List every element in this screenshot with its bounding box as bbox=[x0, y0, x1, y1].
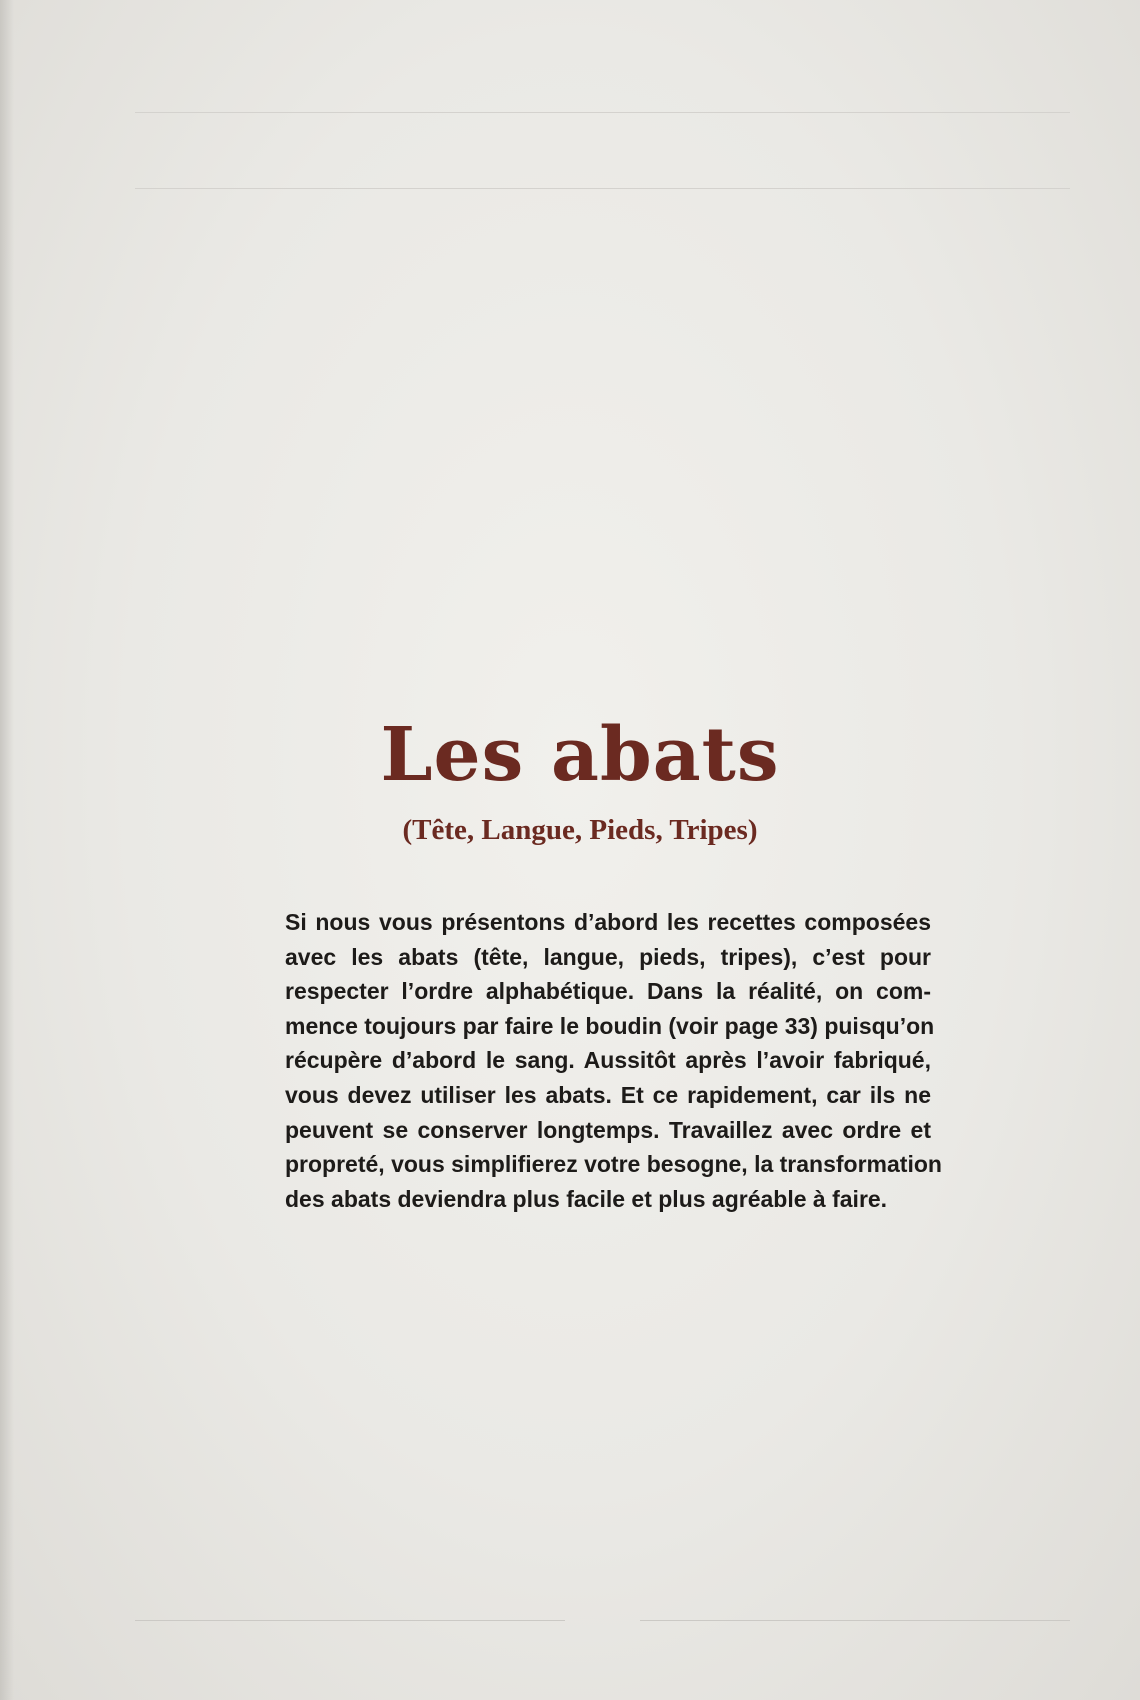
chapter-subtitle: (Tête, Langue, Pieds, Tripes) bbox=[402, 814, 758, 846]
intro-line: respecter l’ordre alphabétique. Dans la réalité, on com- bbox=[285, 978, 931, 1005]
intro-line: des abats deviendra plus facile et plus agréable à faire. bbox=[285, 1185, 888, 1212]
footer-rule-right bbox=[640, 1620, 1070, 1621]
intro-line: vous devez utiliser les abats. Et ce rapidement, car ils ne bbox=[285, 1081, 931, 1108]
intro-paragraph bbox=[285, 905, 942, 1216]
intro-line: récupère d’abord le sang. Aussitôt après l’avoir fabriqué, bbox=[285, 1047, 931, 1074]
intro-line: Si nous vous présentons d’abord les recettes composées bbox=[285, 909, 931, 935]
intro-line: propreté, vous simplifierez votre besogne, la transformation bbox=[285, 1151, 942, 1178]
intro-line: mence toujours par faire le boudin (voir page 33) puisqu’on bbox=[285, 1012, 935, 1039]
footer-rule-left bbox=[135, 1620, 565, 1621]
intro-line: avec les abats (tête, langue, pieds, tripes), c’est pour bbox=[285, 943, 931, 970]
intro-line: peuvent se conserver longtemps. Travaillez avec ordre et bbox=[285, 1116, 931, 1143]
chapter-title: Les abats bbox=[380, 712, 780, 798]
